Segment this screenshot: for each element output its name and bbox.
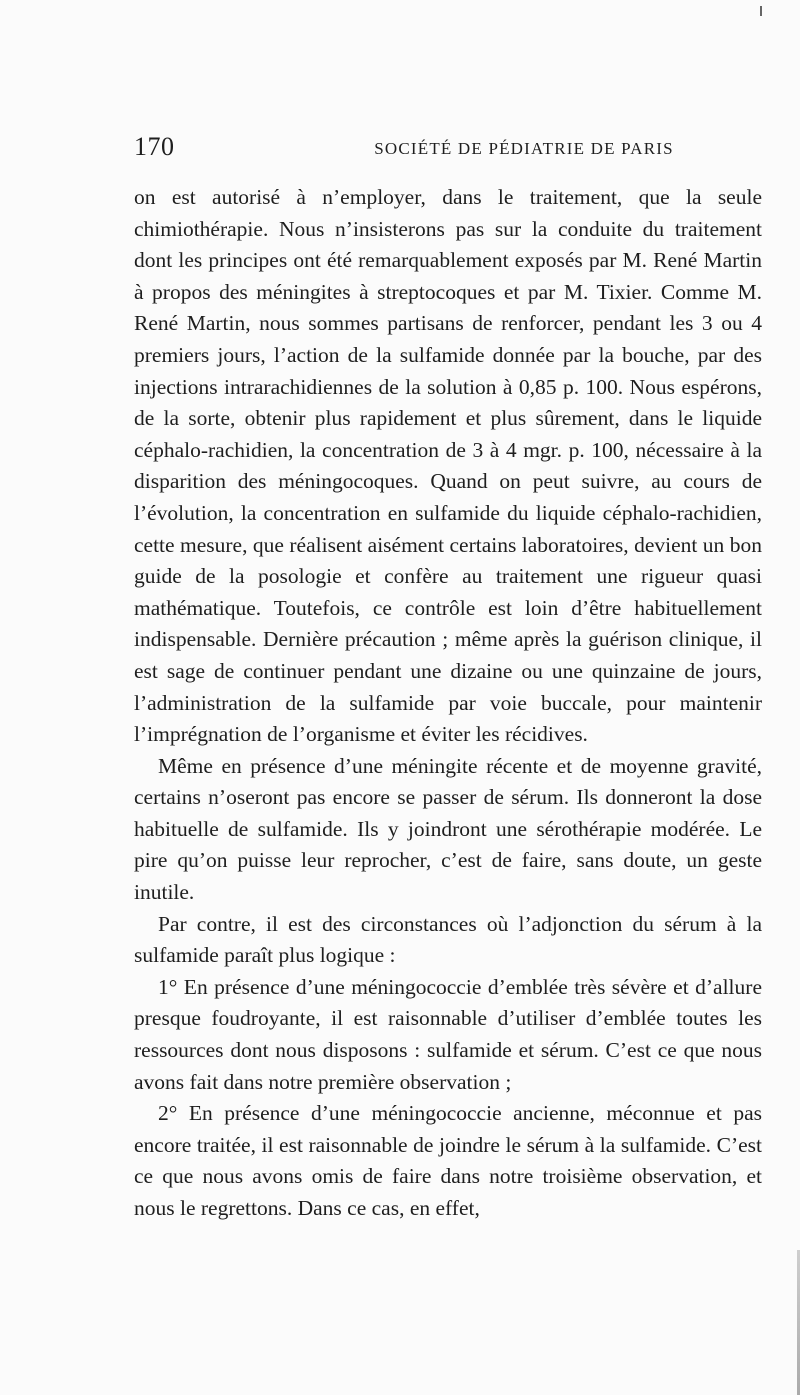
paragraph-1: on est autorisé à n’employer, dans le traitement, que la seule chimiothérapie. Nous n’insisterons pas sur la conduite du traitement dont les principes ont été remarquablement exposés par M. René Martin à propos des méningites à streptocoques et par M. Tixier. Comme M. René Martin, nous sommes partisans de renforcer, pendant les 3 ou 4 premiers jours, l’action de la sulfamide donnée par la bouche, par des injections intrarachidiennes de la solution à 0,85 p. 100. Nous espérons, de la sorte, obtenir plus rapidement et plus sûrement, dans le liquide céphalo-rachidien, la concentration de 3 à 4 mgr. p. 100, nécessaire à la disparition des méningocoques. Quand on peut suivre, au cours de l’évolution, la concentration en sulfamide du liquide céphalo-rachidien, cette mesure, que réalisent aisément certains laboratoires, devient un bon guide de la posologie et confère au traitement une rigueur quasi mathématique. Toutefois, ce contrôle est loin d’être habituellement indispensable. Dernière précaution ; même après la guérison clinique, il est sage de continuer pendant une dizaine ou une quinzaine de jours, l’administration de la sulfamide par voie buccale, pour maintenir l’imprégnation de l’organisme et éviter les récidives. [134,185,762,747]
paragraph-2: Même en présence d’une méningite récente et de moyenne gravité, certains n’oseront pas encore se passer de sérum. Ils donneront la dose habituelle de sulfamide. Ils y joindront une sérothérapie modérée. Le pire qu’on puisse leur reprocher, c’est de faire, sans doute, un geste inutile. [134,753,762,905]
margin-mark [760,6,762,16]
paragraph-4: 1° En présence d’une méningococcie d’emblée très sévère et d’allure presque foudroyante, il est raisonnable d’utiliser d’emblée toutes les ressources dont nous disposons : sulfamide et sérum. C’est ce que nous avons fait dans notre première observation ; [134,974,762,1094]
paragraph-5: 2° En présence d’une méningococcie ancienne, méconnue et pas encore traitée, il est raisonnable de joindre le sérum à la sulfamide. C’est ce que nous avons omis de faire dans notre troisième observation, et nous le regrettons. Dans ce cas, en effet, [134,1101,762,1220]
page-number: 170 [134,132,175,161]
body-text [134,182,762,1225]
paragraph-3: Par contre, il est des circonstances où l’adjonction du sérum à la sulfamide paraît plus logique : [134,911,762,968]
running-title: SOCIÉTÉ DE PÉDIATRIE DE PARIS [374,139,674,158]
page-header [134,128,762,168]
